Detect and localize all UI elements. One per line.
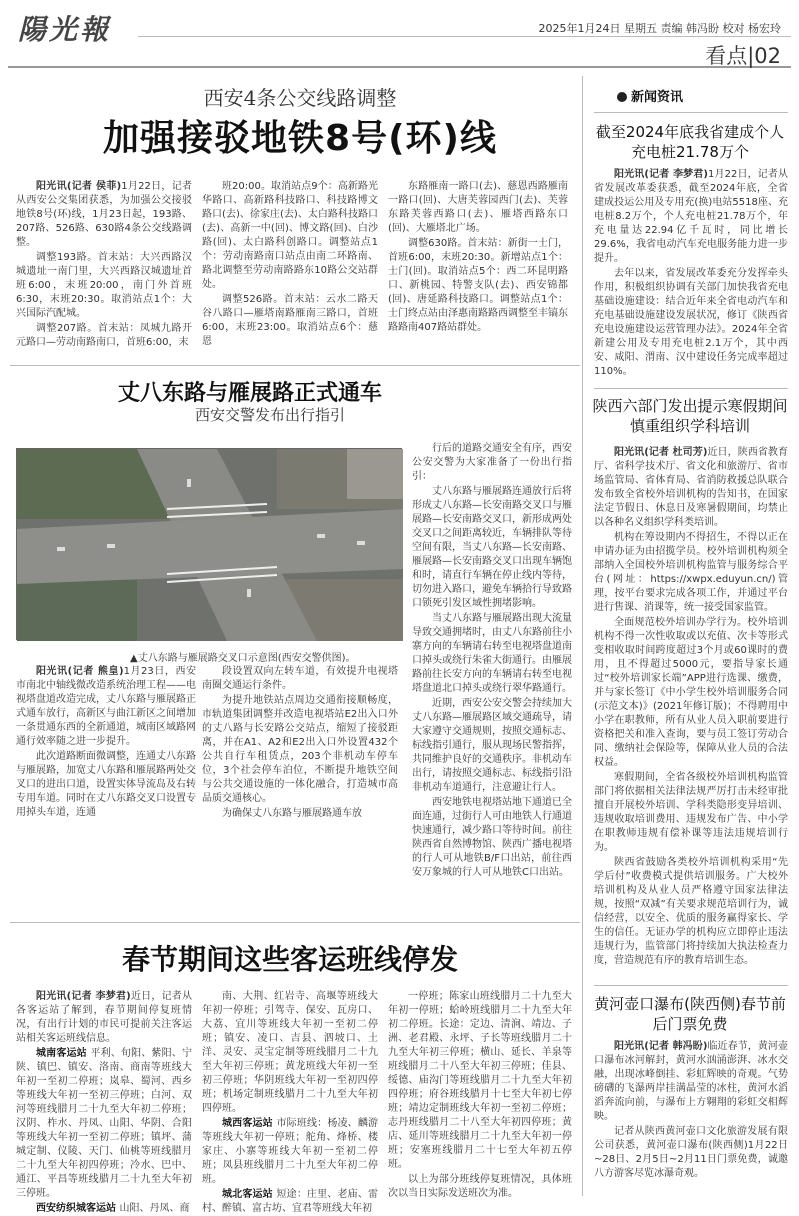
newspaper-logo: 陽光報 <box>18 13 112 46</box>
sidebar-story3-title: 黄河壶口瀑布(陕西侧)春节前后门票免费 <box>594 995 786 1033</box>
byline: 阳光讯(记者 杜司芳) <box>614 447 708 458</box>
issue-meta: 2025年1月24日 星期五 责编 韩冯盼 校对 杨宏玲 <box>538 22 781 35</box>
paragraph <box>202 807 398 821</box>
paragraph <box>202 694 398 806</box>
paragraph <box>594 856 788 968</box>
paragraph <box>202 293 378 349</box>
paragraph <box>202 180 378 292</box>
paragraph-text: 调整526路。首末站：云水二路天谷八路口—雁塔南路雁南三路口，首班6:00，末班23:00。取消站点6个：慈恩 <box>202 294 378 347</box>
paragraph-text: 行后的道路交通安全有序，西安公安交警为大家准备了一份出行指引： <box>412 443 572 482</box>
sidebar-story1-body <box>594 168 788 378</box>
paragraph-text: 陕西省鼓励各类校外培训机构采用“先学后付”收费模式提供培训服务。广大校外培训机构及从业人员严格遵守国家法律法规，按照“双减”有关要求规范培训行为，诚信经营，以安全、优质的服务赢得家长、学生的信任。无证办学的机构应立即停止违法违规行为，监管部门将持续加大执法检查力度，营造规范有序的教育培训生态。 <box>594 857 788 966</box>
paragraph-text: 记者从陕西黄河壶口文化旅游发展有限公司获悉，黄河壶口瀑布(陕西侧)1月22日~28日、2月5日~2月11日门票免费，诚邀八方游客尽览冰瀑奇观。 <box>594 1126 788 1179</box>
article3-column-2 <box>202 990 379 1214</box>
paragraph <box>594 446 788 530</box>
paragraph <box>412 442 572 484</box>
paragraph <box>412 796 572 880</box>
article3-title: 春节期间这些客运班线停发 <box>121 943 458 976</box>
paragraph <box>16 180 192 250</box>
news-brief-heading <box>617 86 683 105</box>
paragraph-text: 山阳、丹凤、商 <box>119 1203 190 1214</box>
byline: 阳光讯(记者 韩冯盼) <box>614 1041 708 1052</box>
article2-column-3 <box>412 442 572 878</box>
paragraph <box>594 267 788 379</box>
paragraph-text: 1月22日，记者从省发展改革委获悉，截至2024年底，全省建成投运公用及专用充(换)电站5518座、充电桩8.2万个，个人充电桩21.78万个，年充电量达22.94亿千瓦时，同比增长29.6%，我省电动汽车充电服务能力进一步提升。 <box>594 169 788 264</box>
article3-column-1 <box>16 990 193 1214</box>
sidebar-divider <box>594 388 788 389</box>
paragraph-text: 为提升地铁站点周边交通衔接顺畅度，市轨道集团调整并改造电视塔站E2出入口外的丈八路与长安路公交站点，缩短了接驳距离，并在A1、A2和E2出入口外设置432个公共自行车租赁点，203个非机动车停车位，3个社会停车泊位，不断提升地铁空间与公共交通设施的一体化融合，打造城市高品质交通核心。 <box>202 695 398 804</box>
paragraph <box>388 1173 572 1201</box>
sidebar-story1-title: 截至2024年底我省建成个人充电桩21.78万个 <box>595 123 785 161</box>
paragraph-text: 1月22日，记者从西安公交集团获悉，为加强公交接驳地铁8号(环)线，1月23日起，193路、207路、526路、630路4条公交线路调整。 <box>16 181 193 248</box>
news-brief-label: 新闻资讯 <box>631 90 684 105</box>
paragraph-text: 1月23日，西安市南北中轴线微改造系统治理工程——电视塔盘道改造完成，丈八东路与雁展路正式通车放行，高新区与曲江新区之间增加一条贯通东西的全新通道，城南区域路网通行效率随之进一步提升。 <box>16 666 196 747</box>
photo-caption: ▲丈八东路与雁展路交叉口示意图(西安交警供图)。 <box>130 653 356 664</box>
station-subhead: 城南客运站 <box>36 1048 91 1059</box>
paragraph <box>202 665 398 693</box>
paragraph <box>202 1188 378 1216</box>
paragraph-text: 临近春节，黄河壶口瀑布冰河解封，黄河水汹涌澎湃、冰水交融，出现冰峰倒挂、彩虹辉映的奇观。气势磅礴的飞瀑两岸挂满晶莹的冰柱，黄河水滔滔奔流向前，与瀑布上方翱翔的彩虹交相辉映。 <box>594 1041 789 1122</box>
paragraph-text: 调整193路。首末站：大兴西路汉城遗址一南门里，大兴西路汉城遗址首班6:00，末班20:00，南门外首班6:30，末班20:30。取消站点1个：大兴国际汽配城。 <box>16 252 192 319</box>
paragraph-text: 市际班线：杨凌、麟游等班线大年初一停班；舵角、烽桥、楼家庄、小寨等班线大年初一至初二停班；凤县班线腊月二十九至大年初二停班。 <box>202 1118 379 1185</box>
paragraph <box>16 1202 192 1216</box>
byline: 阳光讯(记者 侯菲) <box>36 181 122 192</box>
article1-column-2 <box>202 180 378 360</box>
paragraph-text: 去年以来，省发展改革委充分发挥牵头作用，积极组织协调有关部门加快我省充电基础设施建设：结合近年来全省电动汽车和充电基础设施建设发展状况，修订《陕西省充电设施建设运营管理办法》。2024年全省新建公用及专用充电桩2.1万个，其中西安、咸阳、渭南、汉中建设任务完成率超过110%。 <box>594 268 788 377</box>
sidebar-story3-body <box>594 1040 788 1200</box>
intersection-aerial-photo <box>16 448 402 640</box>
paragraph <box>412 612 572 696</box>
article-divider <box>10 365 580 366</box>
article-divider <box>10 922 580 923</box>
byline: 阳光讯(记者 李梦君) <box>614 169 708 180</box>
paragraph <box>594 168 788 266</box>
paragraph-text: 调整207路。首末站：凤城九路开元路口—劳动南路南口，首班6:00，末 <box>16 323 192 348</box>
paragraph <box>594 531 788 615</box>
article1-column-1 <box>16 180 192 360</box>
paragraph <box>16 990 192 1046</box>
paragraph <box>594 1125 788 1181</box>
station-subhead: 城北客运站 <box>222 1189 277 1200</box>
paragraph <box>388 990 572 1172</box>
paragraph-text: 近期，西安公安交警会持续加大丈八东路—雁展路区域交通疏导，请大家遵守交通规则，按照交通标志、标线指引通行，服从现场民警指挥，共同维护良好的交通秩序。非机动车出行，请按照交通标志、标线指引沿非机动车道通行，注意避让行人。 <box>412 698 572 793</box>
paragraph <box>16 251 192 321</box>
paragraph-text: 此次道路断面微调整，连通丈八东路与雁展路，加宽丈八东路和雁展路两处交叉口的进出口道，设置实体导流岛及右转专用车道。同时在丈八东路交叉口设置专用掉头车道，连通 <box>16 751 196 818</box>
byline: 阳光讯(记者 熊皇) <box>36 666 124 677</box>
paragraph <box>16 1047 192 1201</box>
paragraph <box>412 485 572 611</box>
paragraph-text: 为确保丈八东路与雁展路通车放 <box>222 808 362 819</box>
paragraph-text: 以上为部分班线停复班情况，具体班次以当日实际发送班次为准。 <box>388 1174 572 1199</box>
intersection-illustration <box>17 449 403 641</box>
sidebar-divider <box>594 985 788 986</box>
sidebar-story2-body <box>594 446 788 976</box>
paragraph-text: 段设置双向左转车道，有效提升电视塔南圈交通运行条件。 <box>202 666 398 691</box>
paragraph-text: 南、大荆、红岩寺、高堰等班线大年初一停班；引驾寺、保安、瓦房口、大荔、宜川等班线大年初一至初二停班；镇安、凌口、吉县、泗坡口、土洋、灵安、灵宝定制等班线腊月二十九至大年初三停班；黄龙班线大年初一至初三停班；华阴班线大年初一至初四停班；机场定制班线腊月二十九至大年初四停班。 <box>202 991 378 1114</box>
bullet-icon <box>617 92 627 102</box>
byline: 阳光讯(记者 李梦君) <box>36 991 131 1002</box>
paragraph <box>594 1040 788 1124</box>
paragraph-text: 东路雁南一路口(去)、慈恩西路雁南一路口(回)、大唐芙蓉园西门(去)、芙蓉东路芙蓉西路口(去)、雁塔西路东口(回)、大雁塔北广场。 <box>388 181 568 234</box>
paragraph <box>388 180 568 236</box>
article2-column-2 <box>202 665 398 915</box>
paragraph <box>594 771 788 855</box>
paragraph <box>16 665 196 749</box>
paragraph-text: 当丈八东路与雁展路出现大流量导致交通拥堵时，由丈八东路前往小寨方向的车辆请右转至电视塔盘道南口掉头或绕行朱雀大街通行。由雁展路前往长安方向的车辆请右转至电视塔盘道北口掉头或绕行翠华路通行。 <box>412 613 572 694</box>
paragraph-text: 平利、旬阳、紫阳、宁陕、镇巴、镇安、洛南、商南等班线大年初一至初二停班；岚皋、蜀河、西乡等班线大年初一至初三停班；白河、双河等班线腊月二十九至大年初二停班；汉阴、柞水、丹凤、山阳、华阴、合阳等班线大年初一至初二停班；镇坪、蒲城定制、仪陵、天门、仙桃等班线腊月二十九至大年初四停班；冷水、巴中、通江、平昌等班线腊月二十九至大年初三停班。 <box>16 1048 193 1199</box>
paragraph-text: 西安地铁电视塔站地下通道已全面连通，过街行人可由地铁人行通道快速通行，减少路口等待时间。前往陕西省自然博物馆、陕西广播电视塔的行人可从地铁B/F口出站，前往西安万象城的行人可从地铁C口出站。 <box>412 797 572 878</box>
article2-title: 丈八东路与雁展路正式通车 <box>117 381 382 406</box>
paragraph <box>412 697 572 795</box>
paragraph-text: 机构在筹设期内不得招生，不得以正在申请办证为由招揽学员。校外培训机构须全部纳入全国校外培训机构监管与服务综合平台(网址：https://xwpx.eduyun.cn/)管理，按平台要求完成各项工作，并通过平台进行售课、消课等，统一接受国家监管。 <box>594 532 788 613</box>
paragraph-text: 寒假期间，全省各级校外培训机构监管部门将依据相关法律法规严厉打击未经审批擅自开展校外培训、学科类隐形变异培训、违规收取培训费用、违规发布广告、中小学在职教师违规有偿补课等违法违规培训行为。 <box>594 772 788 853</box>
masthead <box>8 6 791 68</box>
article3-column-3 <box>388 990 572 1200</box>
station-subhead: 西安纺织城客运站 <box>36 1203 120 1214</box>
article2-subtitle: 西安交警发布出行指引 <box>194 406 345 424</box>
paragraph <box>202 1117 378 1187</box>
masthead-divider <box>138 36 791 37</box>
article1-subtitle: 西安4条公交线路调整 <box>203 86 397 110</box>
paragraph-text: 短途：庄里、老庙、雷村、醉镇、富古坊、宜君等班线大年初 <box>202 1189 379 1214</box>
paragraph <box>16 322 192 350</box>
sidebar-story2-title: 陕西六部门发出提示寒假期间慎重组织学科培训 <box>592 397 788 435</box>
article1-title: 加强接驳地铁8号(环)线 <box>103 118 497 159</box>
paragraph <box>16 750 196 820</box>
article1-column-3 <box>388 180 568 360</box>
paragraph-text: 丈八东路与雁展路连通放行后将形成丈八东路—长安南路交叉口与雁展路—长安南路交叉口，新形成两处交叉口之间距离较近，车辆排队等待空间有限，当丈八东路—长安南路、雁展路—长安南路交叉口出现车辆饱和时，请直行车辆在停止线内等待，切勿进入路口，避免车辆拾行导致路口锁死引发区域性拥堵影响。 <box>412 486 572 609</box>
paragraph <box>202 990 378 1116</box>
section-label: 看点|02 <box>705 44 781 68</box>
paragraph-text: 近日，陕西省教育厅、省科学技术厅、省文化和旅游厅、省市场监管局、省体育局、省消防救援总队联合发布致全省校外培训机构的告知书，在国家法定节假日、休息日及寒暑假期间，均禁止以各种名义组织学科类培训。 <box>594 447 789 528</box>
article2-column-1 <box>16 665 196 915</box>
paragraph-text: 调整630路。首末站：新街一士门，首班6:00，末班20:30。新增站点1个：士门(回)。取消站点5个：西二环昆明路口、新桃园、特警支队(去)、西安锦都(回)、唐延路科技路口。调整站点1个：士门终点站由泽惠南路路西调整至丰镐东路路南407路站群处。 <box>388 238 568 333</box>
sidebar-head-rule <box>594 112 788 113</box>
paragraph-text: 一停班；陈家山班线腊月二十九至大年初一停班；蛤岭班线腊月二十九至大年初二停班。长途：定边、清涧、靖边、子洲、老君殿、永坪、子长等班线腊月二十九至大年初三停班；横山、延长、羊泉等班线腊月二十八至大年初三停班；佳县、绥德、庙沟门等班线腊月二十九至大年初四停班；府谷班线腊月十七至大年初七停班；靖边定制班线大年初一至初二停班；志丹班线腊月二十八至大年初四停班；黄店、延川等班线腊月二十九至大年初一停班；安塞班线腊月二十七至大年初五停班。 <box>388 991 572 1170</box>
paragraph <box>594 616 788 770</box>
paragraph-text: 近日，记者从各客运站了解到，春节期间停复班情况，有出行计划的市民可提前关注客运站相关客运班线信息。 <box>16 991 192 1044</box>
paragraph <box>388 237 568 335</box>
station-subhead: 城西客运站 <box>222 1118 277 1129</box>
paragraph-text: 班20:00。取消站点9个：高新路光华路口、高新路科技路口、科技路博文路口(去)、徐家庄(去)、太白路科技路口(去)、高新一中(回)、博文路(回)、白沙路(回)、太白路科创路口。调整站点1个：劳动南路南口站点由南二环路南、路北调整至劳动南路路东10路公交站群处。 <box>202 181 378 290</box>
paragraph-text: 全面规范校外培训办学行为。校外培训机构不得一次性收取或以充值、次卡等形式变相收取时间跨度超过3个月或60课时的费用，且不得超过5000元，要指导家长通过“校外培训家长端”APP进行选课、缴费，并与家长签订《中小学生校外培训服务合同(示范文本)》(2021年修订版)；不得聘用中小学在职教师，所有从业人员入职前要进行资格把关和准入查询，要与员工签订劳动合同、缴纳社会保险等，保障从业人员的合法权益。 <box>594 617 788 768</box>
column-divider <box>582 76 583 1196</box>
